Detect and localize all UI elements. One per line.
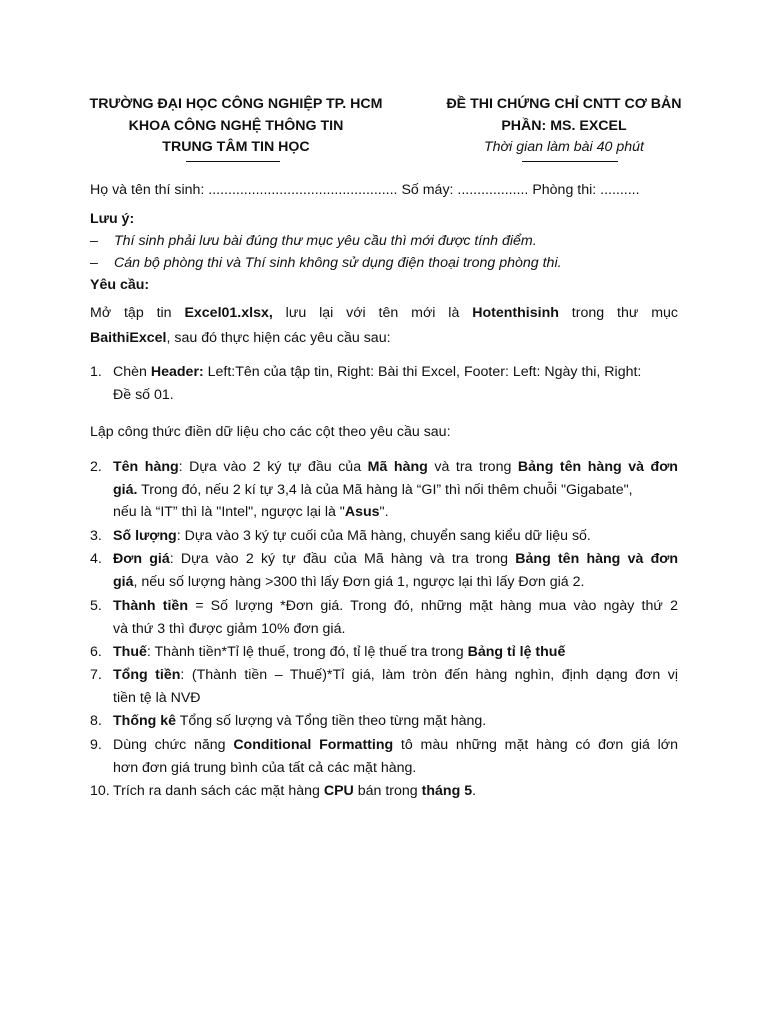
task-line xyxy=(113,501,678,524)
bold-term: Tên hàng xyxy=(113,459,179,475)
folder-name: BaithiExcel xyxy=(90,330,167,346)
text: ". xyxy=(379,504,389,520)
task-item xyxy=(90,361,678,406)
exam-header xyxy=(384,94,744,159)
bold-term: Tổng tiền xyxy=(113,667,181,683)
task-line xyxy=(113,664,678,687)
note-item xyxy=(90,252,690,274)
bold-term: giá. xyxy=(113,481,138,498)
bold-term: Số lượng xyxy=(113,528,177,544)
task-item xyxy=(90,595,678,640)
task-line xyxy=(113,734,678,757)
task-text xyxy=(113,780,678,803)
bold-term: Thành tiền xyxy=(113,598,188,614)
task-item xyxy=(90,641,678,664)
task-line: hơn đơn giá trung bình của tất cả các mặt hàng. xyxy=(113,759,417,776)
intro-line-2 xyxy=(90,326,678,351)
bold-term: Bảng tên hàng và đơn xyxy=(517,459,678,475)
task-text xyxy=(113,641,678,664)
task-text xyxy=(113,664,678,709)
task-line: và thứ 3 thì được giảm 10% đơn giá. xyxy=(113,620,346,637)
task-number: 6. xyxy=(90,644,102,660)
task-text xyxy=(113,361,678,406)
text: bán trong xyxy=(353,783,422,799)
text: : Thành tiền*Tỉ lệ thuế, trong đó, tỉ lệ thuế tra trong xyxy=(146,644,468,660)
text: nếu là “IT” thì là "Intel", ngược lại là " xyxy=(113,504,345,520)
file-name: Excel01.xlsx, xyxy=(184,305,273,321)
task-item xyxy=(90,456,678,524)
intro-text: lưu lại với tên mới là xyxy=(272,305,473,321)
task-line xyxy=(113,479,678,502)
formula-intro: Lập công thức điền dữ liệu cho các cột theo yêu cầu sau: xyxy=(90,424,451,440)
task-number: 1. xyxy=(90,364,102,380)
task-line xyxy=(113,710,678,733)
intro-text: , sau đó thực hiện các yêu cầu sau: xyxy=(166,330,391,346)
text: Trích ra danh sách các mặt hàng xyxy=(113,783,324,799)
bold-term: Mã hàng xyxy=(367,459,428,475)
task-text xyxy=(113,525,678,548)
text: : Dựa vào 2 ký tự đầu của xyxy=(178,459,368,475)
task-item xyxy=(90,548,678,593)
task-line xyxy=(113,525,678,548)
task-number: 5. xyxy=(90,598,102,614)
intro-text: Mở tập tin xyxy=(90,305,185,321)
task-line xyxy=(113,595,678,618)
task-line xyxy=(113,361,678,384)
text: . xyxy=(472,783,477,799)
intro-text: trong thư mục xyxy=(558,305,679,321)
note-item xyxy=(90,230,690,252)
note-text: Cán bộ phòng thi và Thí sinh không sử dụng điện thoại trong phòng thi. xyxy=(114,255,562,271)
school-header-underline xyxy=(186,161,280,162)
school-name: TRƯỜNG ĐẠI HỌC CÔNG NGHIỆP TP. HCM xyxy=(89,96,383,112)
task-line xyxy=(113,780,678,803)
bold-term: Thuế xyxy=(113,644,147,660)
bold-term: Thống kê xyxy=(113,713,177,729)
task-line: tiền tệ là NVĐ xyxy=(113,689,201,706)
task-text xyxy=(113,456,678,524)
text: : Dựa vào 2 ký tự đầu của Mã hàng và tra trong xyxy=(169,551,516,567)
requirements-title: Yêu cầu: xyxy=(90,277,150,293)
text: Dùng chức năng xyxy=(113,737,234,753)
new-file-name: Hotenthisinh xyxy=(472,305,559,321)
bold-term: Asus xyxy=(344,504,380,520)
note-dash: – xyxy=(90,233,98,249)
task-item xyxy=(90,780,678,803)
task-text xyxy=(113,710,678,733)
task-number: 2. xyxy=(90,459,102,475)
task-item xyxy=(90,710,678,733)
intro-line-1 xyxy=(90,301,678,326)
exam-header-underline xyxy=(522,161,618,162)
task-line xyxy=(113,571,678,594)
task-number: 4. xyxy=(90,551,102,567)
candidate-info-line: Họ và tên thí sinh: ................................................ Số máy: .................. Phòng thi: .......... xyxy=(90,182,640,198)
text: Chèn xyxy=(113,364,151,380)
notes-title: Lưu ý: xyxy=(90,211,135,227)
bold-term: tháng 5 xyxy=(421,783,473,799)
exam-duration: Thời gian làm bài 40 phút xyxy=(483,139,644,155)
text: và tra trong xyxy=(427,459,518,475)
task-line: Đề số 01. xyxy=(113,386,174,403)
task-line xyxy=(113,456,678,479)
bold-term: Đơn giá xyxy=(113,551,170,567)
task-number: 7. xyxy=(90,667,102,683)
text: : (Thành tiền – Thuế)*Tỉ giá, làm tròn đến hàng nghìn, định dạng đơn vị xyxy=(180,667,678,683)
task-text xyxy=(113,734,678,779)
task-number: 8. xyxy=(90,713,102,729)
bold-term: Bảng tên hàng và đơn xyxy=(515,551,678,567)
task-number: 10. xyxy=(90,783,110,799)
text: , nếu số lượng hàng >300 thì lấy Đơn giá 1, ngược lại thì lấy Đơn giá 2. xyxy=(133,573,585,590)
text: tô màu những mặt hàng có đơn giá lớn xyxy=(393,737,678,753)
task-item xyxy=(90,664,678,709)
text: : Dựa vào 3 ký tự cuối của Mã hàng, chuyển sang kiểu dữ liệu số. xyxy=(176,528,591,544)
faculty-name: KHOA CÔNG NGHỆ THÔNG TIN xyxy=(128,117,344,134)
bold-term: giá xyxy=(113,573,134,590)
note-text: Thí sinh phải lưu bài đúng thư mục yêu cầu thì mới được tính điểm. xyxy=(114,233,537,249)
exam-title: ĐỀ THI CHỨNG CHỈ CNTT CƠ BẢN xyxy=(446,96,682,112)
text: Tổng số lượng và Tổng tiền theo từng mặt hàng. xyxy=(176,713,487,729)
bold-term: Conditional Formatting xyxy=(233,737,394,753)
task-text xyxy=(113,548,678,593)
intro-paragraph xyxy=(90,301,678,351)
text: = Số lượng *Đơn giá. Trong đó, những mặt hàng mua vào ngày thứ 2 xyxy=(187,598,678,614)
bold-term: CPU xyxy=(323,783,354,799)
task-line xyxy=(113,641,678,664)
task-number: 9. xyxy=(90,737,102,753)
task-line xyxy=(113,548,678,571)
bold-term: Bảng tỉ lệ thuế xyxy=(467,644,566,660)
exam-subject: PHẦN: MS. EXCEL xyxy=(501,117,627,134)
school-header xyxy=(56,94,416,159)
task-number: 3. xyxy=(90,528,102,544)
task-item xyxy=(90,734,678,779)
text: Trong đó, nếu 2 kí tự 3,4 là của Mã hàng là “GI” thì nối thêm chuỗi "Gigabate", xyxy=(137,481,633,498)
center-name: TRUNG TÂM TIN HỌC xyxy=(162,139,310,155)
text: Left:Tên của tập tin, Right: Bài thi Excel, Footer: Left: Ngày thi, Right: xyxy=(203,364,642,380)
task-text xyxy=(113,595,678,640)
note-dash: – xyxy=(90,255,98,271)
bold-term: Header: xyxy=(150,364,204,380)
task-item xyxy=(90,525,678,548)
